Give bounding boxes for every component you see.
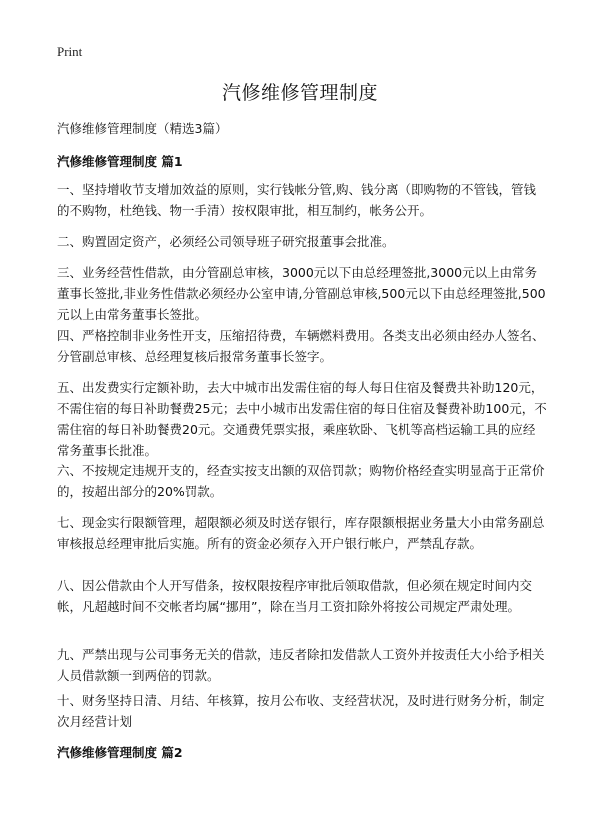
paragraph-4: 四、严格控制非业务性开支，压缩招待费，车辆燃料费用。各类支出必须由经办人签名、分管副总审核、总经理复核后报常务董事长签字。 <box>57 328 545 364</box>
paragraph-1: 一、坚持增收节支增加效益的原则，实行钱帐分管,购、钱分离（即购物的不管钱，管钱的不购物，杜绝钱、物一手清）按权限审批，相互制约，帐务公开。 <box>57 182 536 218</box>
paragraph-6: 六、不按规定违规开支的，经查实按支出额的双倍罚款；购物价格经查实明显高于正常价的，按超出部分的20%罚款。 <box>57 463 545 499</box>
paragraph-7: 七、现金实行限额管理，超限额必须及时送存银行，库存限额根据业务量大小由常务副总审核报总经理审批后实施。所有的资金必须存入开户银行帐户，严禁乱存款。 <box>57 515 545 551</box>
paragraph-2: 二、购置固定资产，必须经公司领导班子研究报董事会批准。 <box>57 234 395 249</box>
paragraph-10: 十、财务坚持日清、月结、年核算，按月公布收、支经营状况，及时进行财务分析，制定次月经营计划 <box>57 693 545 729</box>
print-link[interactable]: Print <box>57 44 83 59</box>
section-heading-2: 汽修维修管理制度 篇2 <box>57 745 183 760</box>
paragraph-8: 八、因公借款由个人开写借条，按权限按程序审批后领取借款，但必须在规定时间内交帐，凡超越时间不交帐者均属“挪用”，除在当月工资扣除外将按公司规定严肃处理。 <box>57 578 533 614</box>
document-title: 汽修维修管理制度 <box>221 82 378 104</box>
paragraph-5: 五、出发费实行定额补助，去大中城市出发需住宿的每人每日住宿及餐费共补助120元，不需住宿的每日补助餐费25元；去中小城市出发需住宿的每日住宿及餐费补助100元，不需住宿的每日补助餐费20元。交通费凭票实报，乘座软卧、飞机等高档运输工具的应经常务董事长批准。 <box>57 380 547 458</box>
section-heading-1: 汽修维修管理制度 篇1 <box>57 154 183 169</box>
paragraph-9: 九、严禁出现与公司事务无关的借款，违反者除扣发借款人工资外并按责任大小给予相关人员借款额一到两倍的罚款。 <box>57 647 545 683</box>
document-subtitle: 汽修维修管理制度（精选3篇） <box>57 121 228 136</box>
paragraph-3: 三、业务经营性借款，由分管副总审核，3000元以下由总经理签批,3000元以上由常务董事长签批,非业务性借款必须经办公室申请,分管副总审核,500元以下由总经理签批,500元以上由常务董事长签批。 <box>57 265 546 322</box>
